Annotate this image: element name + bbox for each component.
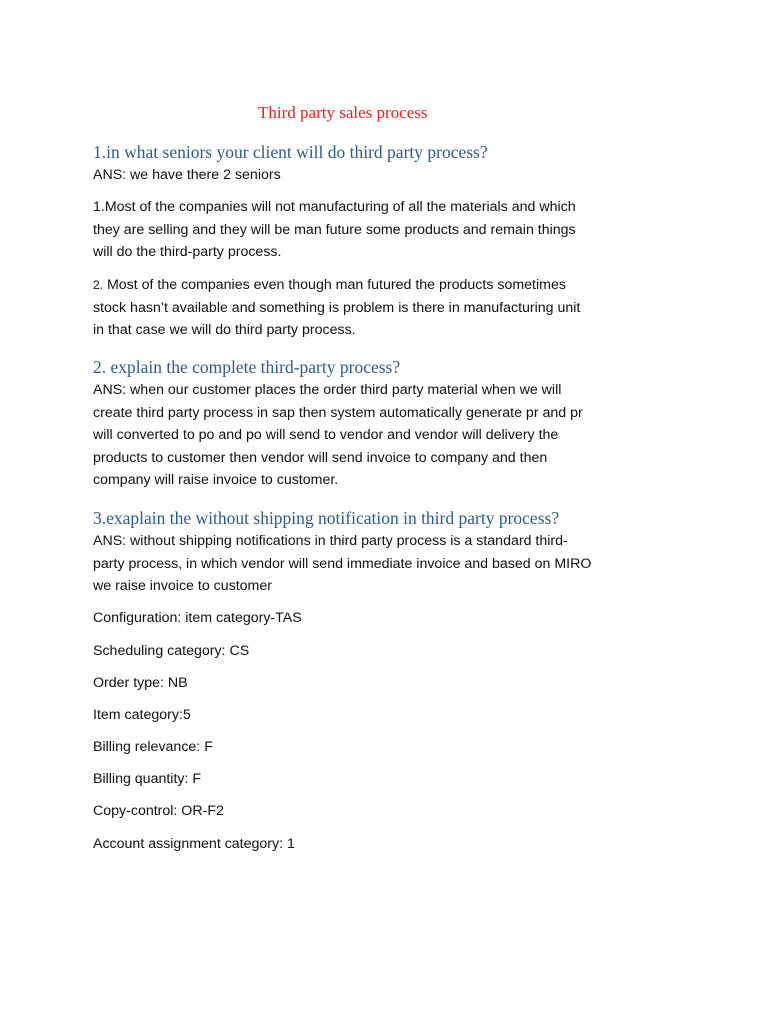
- paragraph-line: in that case we will do third party process.: [93, 322, 356, 339]
- document-title: Third party sales process: [258, 103, 428, 122]
- paragraph-line: they are selling and they will be man future some products and remain things: [93, 221, 576, 238]
- config-item-item-category: Item category:5: [93, 707, 191, 723]
- paragraph-line: party process, in which vendor will send immediate invoice and based on MIRO: [93, 555, 592, 572]
- question-2-answer: [93, 379, 683, 492]
- config-item-billing-relevance: Billing relevance: F: [93, 739, 213, 755]
- question-1-heading: 1.in what seniors your client will do third party process?: [93, 142, 488, 162]
- config-item-configuration: Configuration: item category-TAS: [93, 610, 302, 626]
- point-text: Most of the companies even though man futured the products sometimes: [103, 277, 566, 293]
- paragraph-line: [93, 274, 683, 297]
- paragraph-line: will converted to po and po will send to vendor and vendor will delivery the: [93, 427, 559, 444]
- paragraph-line: ANS: when our customer places the order third party material when we will: [93, 382, 562, 398]
- config-item-account-assignment-category: Account assignment category: 1: [93, 836, 295, 852]
- paragraph-line: will do the third-party process.: [93, 244, 282, 261]
- paragraph-line: stock hasn’t available and something is problem is there in manufacturing unit: [93, 299, 581, 316]
- question-3-heading: 3.exaplain the without shipping notification in third party process?: [93, 508, 560, 528]
- paragraph-line: company will raise invoice to customer.: [93, 472, 339, 489]
- question-2-heading: 2. explain the complete third-party process?: [93, 357, 401, 377]
- question-1-answer: [93, 164, 683, 187]
- question-1-point-1: [93, 196, 683, 264]
- question-1-point-2: [93, 274, 683, 342]
- paragraph-line: we raise invoice to customer: [93, 578, 272, 595]
- config-item-copy-control: Copy-control: OR-F2: [93, 803, 224, 819]
- paragraph-line: products to customer then vendor will send invoice to company and then: [93, 449, 548, 466]
- config-item-scheduling-category: Scheduling category: CS: [93, 643, 250, 659]
- question-3-answer: [93, 530, 683, 598]
- paragraph-line: create third party process in sap then system automatically generate pr and pr: [93, 404, 583, 421]
- config-item-order-type: Order type: NB: [93, 675, 188, 691]
- paragraph-line: 1.Most of the companies will not manufacturing of all the materials and which: [93, 199, 576, 215]
- point-number: 2.: [93, 278, 104, 292]
- answer-line: ANS: we have there 2 seniors: [93, 167, 281, 183]
- paragraph-line: ANS: without shipping notifications in third party process is a standard third-: [93, 533, 568, 549]
- config-item-billing-quantity: Billing quantity: F: [93, 771, 202, 787]
